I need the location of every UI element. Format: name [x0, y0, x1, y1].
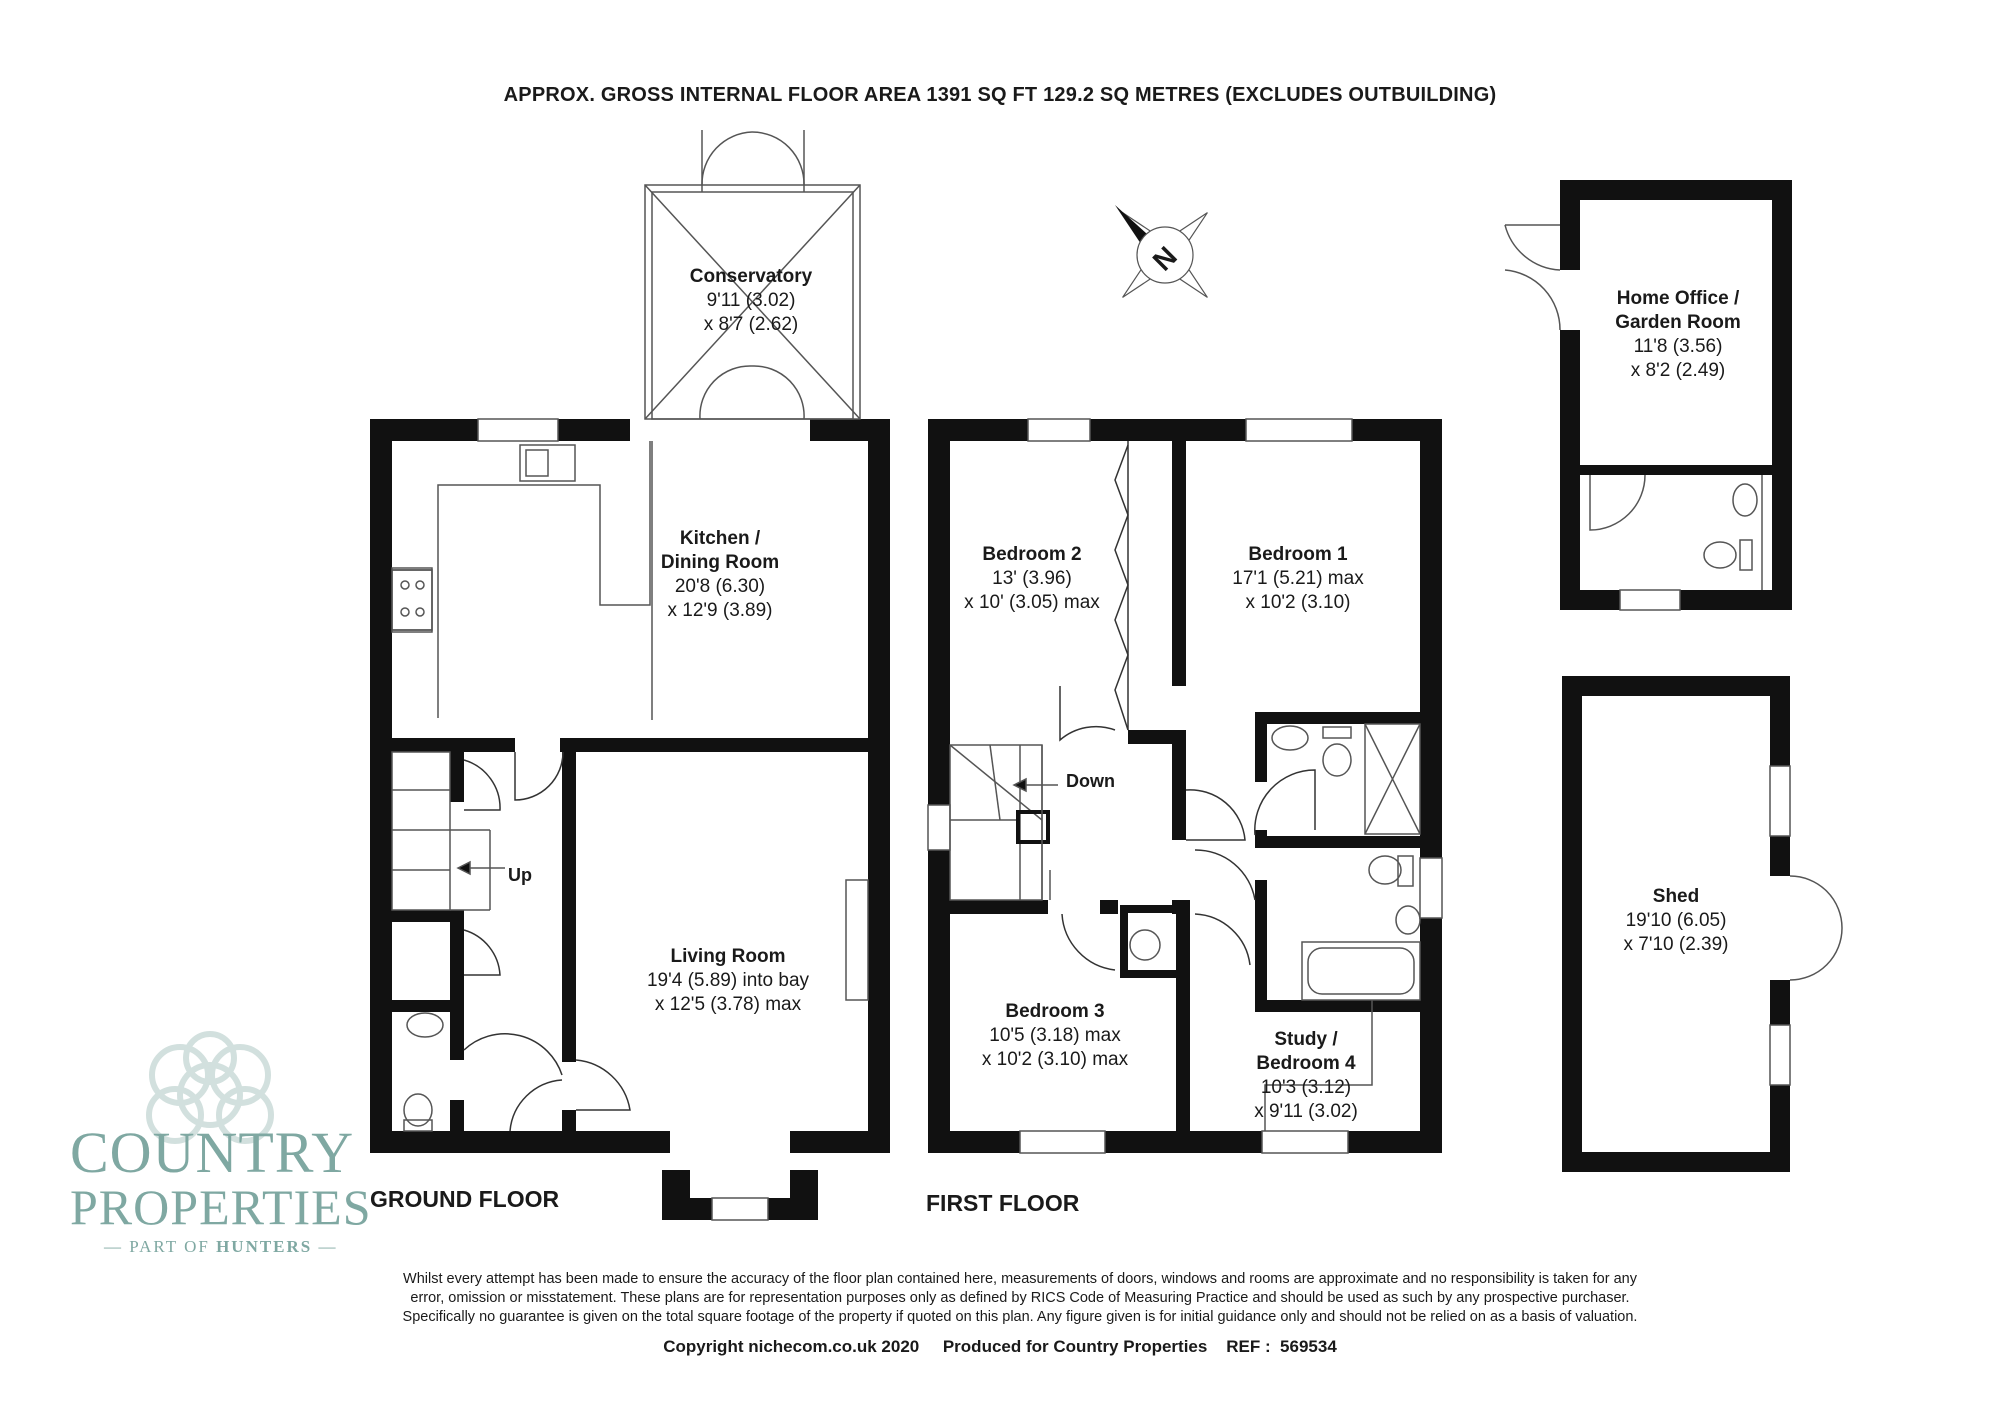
wardrobe [1115, 441, 1128, 730]
stairs-down-label: Down [1066, 771, 1115, 791]
room-bedroom-2: Bedroom 2 13' (3.96) x 10' (3.05) max [964, 544, 1100, 613]
room-shed: Shed 19'10 (6.05) x 7'10 (2.39) [1623, 886, 1729, 955]
first-floor-title: FIRST FLOOR [926, 1190, 1080, 1216]
room-living: Living Room 19'4 (5.89) into bay x 12'5 (3.78) max [646, 946, 810, 1015]
room-home-office: Home Office / Garden Room 11'8 (3.56) x 8'2 (2.49) [1615, 288, 1741, 381]
brand-line-2: PROPERTIES [70, 1179, 372, 1235]
room-study-bedroom-4: Study / Bedroom 4 10'3 (3.12) x 9'11 (3.02) [1254, 1029, 1358, 1122]
ground-floor-title: GROUND FLOOR [370, 1186, 560, 1212]
shed-fixtures [1770, 766, 1842, 1085]
copyright-line: Copyright nichecom.co.uk 2020 Produced for Country Properties REF : 569534 [663, 1337, 1337, 1356]
ground-windows [392, 419, 868, 1220]
brand-line-1: COUNTRY [70, 1120, 355, 1185]
first-stairs [950, 745, 1058, 900]
ground-doors [464, 752, 630, 1131]
brand-part-of: — PART OF HUNTERS — [104, 1237, 338, 1256]
disclaimer: Whilst every attempt has been made to ensure the accuracy of the floor plan contained here, measurements of doors, windows and rooms are approximate and no responsibility is taken for any error, omission or misstatement. These plans are for representation purposes only as defined by RICS Code of Measuring Practice and should be used as such by any prospective purchaser. Specifically no guarantee is given on the total square footage of the property if quoted on this plan. Any figure given is for initial guidance only and should not be relied on as a basis of valuation. [402, 1271, 1638, 1325]
room-kitchen-dining: Kitchen / Dining Room 20'8 (6.30) x 12'9 (3.89) [660, 528, 780, 621]
ground-floor-walls [370, 419, 890, 1220]
wc-fixtures [404, 1013, 443, 1131]
room-conservatory: Conservatory 9'11 (3.02) x 8'7 (2.62) [689, 266, 813, 335]
compass-north-letter: N [1146, 240, 1183, 277]
brand-logo [70, 1120, 372, 1257]
office-walls [1560, 180, 1792, 610]
room-bedroom-3: Bedroom 3 10'5 (3.18) max x 10'2 (3.10) max [981, 1001, 1129, 1070]
stairs-up-label: Up [508, 865, 532, 885]
floor-area-header: APPROX. GROSS INTERNAL FLOOR AREA 1391 SQ FT 129.2 SQ METRES (EXCLUDES OUTBUILDING) [503, 84, 1497, 106]
room-bedroom-1: Bedroom 1 17'1 (5.21) max x 10'2 (3.10) [1232, 544, 1364, 613]
office-fixtures [1505, 225, 1762, 610]
